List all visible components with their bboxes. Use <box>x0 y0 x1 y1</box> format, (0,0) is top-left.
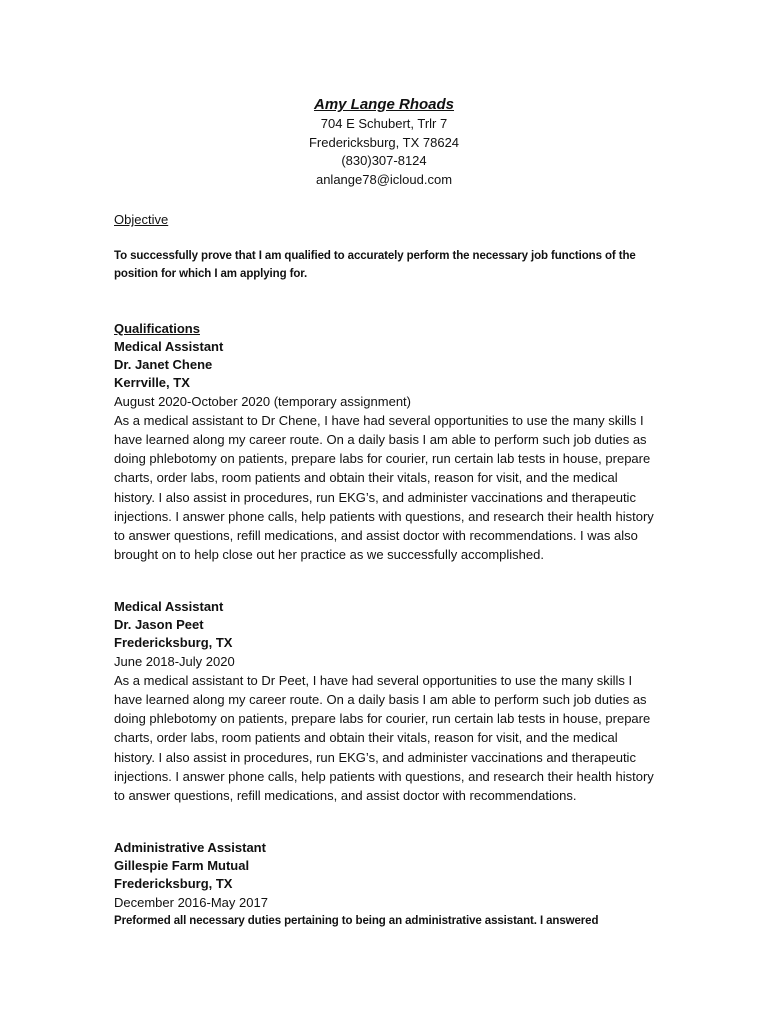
job-entry <box>114 338 664 564</box>
job-employer: Dr. Jason Peet <box>114 617 204 633</box>
job-employer: Dr. Janet Chene <box>114 357 213 373</box>
job-entry <box>114 839 664 931</box>
job-description: As a medical assistant to Dr Chene, I have had several opportunities to use the many skills I have learned along my career route. On a daily basis I am able to perform such job duties as doing phlebotomy on patients, prepare labs for courier, run certain lab tests in house, prepare charts, order labs, room patients and obtain their vitals, reason for visit, and the medical history. I also assist in procedures, run EKG’s, and administer vaccinations and therapeutic injections. I answer phone calls, help patients with questions, and research their health history to answer questions, refill medications, and assist doctor with recommendations. I was also brought on to help close out her practice as we successfully accomplished. <box>114 412 654 563</box>
job-description: As a medical assistant to Dr Peet, I have had several opportunities to use the many skills I have learned along my career route. On a daily basis I am able to perform such job duties as doing phlebotomy on patients, prepare labs for courier, run certain lab tests in house, prepare charts, order labs, room patients and obtain their vitals, reason for visit, and the medical history. I also assist in procedures, run EKG’s, and administer vaccinations and therapeutic injections. I answer phone calls, help patients with questions, and research their health history to answer questions, refill medications, and assist doctor with recommendations. <box>114 672 654 804</box>
phone-number: (830)307-8124 <box>341 153 427 168</box>
job-position: Medical Assistant <box>114 599 224 614</box>
job-dates: August 2020-October 2020 (temporary assignment) <box>114 393 411 409</box>
address-line-2: Fredericksburg, TX 78624 <box>308 134 460 150</box>
qualifications-heading: Qualifications <box>114 321 200 336</box>
address-line-1: 704 E Schubert, Trlr 7 <box>320 116 448 131</box>
job-entry <box>114 598 664 805</box>
job-location: Fredericksburg, TX <box>114 635 233 651</box>
job-description: Preformed all necessary duties pertaining to being an administrative assistant. I answered <box>114 914 599 927</box>
job-location: Fredericksburg, TX <box>114 876 233 892</box>
objective-text: To successfully prove that I am qualified to accurately perform the necessary job functions of the position for which I am applying for. <box>114 250 636 280</box>
job-position: Medical Assistant <box>114 339 224 354</box>
job-employer: Gillespie Farm Mutual <box>114 858 250 874</box>
job-position: Administrative Assistant <box>114 840 266 855</box>
applicant-name: Amy Lange Rhoads <box>313 96 455 113</box>
job-location: Kerrville, TX <box>114 375 190 391</box>
job-dates: December 2016-May 2017 <box>114 894 268 910</box>
resume-header <box>0 95 768 189</box>
job-dates: June 2018-July 2020 <box>114 653 235 669</box>
email-address: anlange78@icloud.com <box>315 171 453 187</box>
objective-heading: Objective <box>114 212 169 227</box>
